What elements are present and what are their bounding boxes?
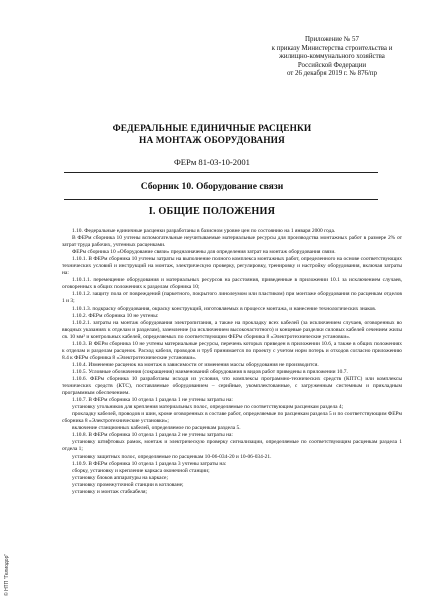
- paragraph: 1.10.2.1. затраты на монтаж оборудования электропитания, а также на прокладку всех кабелей (за исключением случаев, оговоренных во вводных указаниях к отделам и разделам), заземление (за исключением высокочастотного) и концевые разделки силовых кабелей сечением жилы св. 10 мм² и контрольных кабелей, определяемых по соответствующим ФЕРм сборника 8 «Электротехнические установки».: [62, 319, 402, 340]
- section-heading: I. ОБЩИЕ ПОЛОЖЕНИЯ: [148, 206, 276, 217]
- paragraph: установку промежуточной станции в котловане;: [72, 481, 184, 488]
- appendix-number: Приложение № 57: [305, 36, 359, 43]
- paragraph: установку штифтовых рамок, монтаж и электрическую проверку сигнализации, определяемые по соответствующим расценкам раздела 1 отдела 1;: [62, 439, 402, 453]
- paragraph: 1.10.1.1. перемещение оборудования и материальных ресурсов на расстояния, приведенные в приложении 10.1 за исключением случаев, оговоренных в общих положениях к разделам сборника 10;: [62, 277, 402, 291]
- paragraph: 1.10.1.2. защиту пола от повреждений (паркетного, покрытого линолеумом или пластиком) при монтаже оборудования по расценкам отделов 1 и 3;: [62, 291, 402, 305]
- paragraph: установку угольников для крепления материальных полос, определяемые по соответствующим расценкам раздела 4;: [72, 404, 344, 411]
- appendix-header: [248, 36, 416, 79]
- paragraph: ФЕРм сборника 10 «Оборудование связи» предназначены для определения затрат на монтаж оборудования связи.: [72, 249, 336, 256]
- paragraph: 1.10.6. ФЕРм сборника 10 разработаны исходя из условия, что комплексы программно-технических средств (КПТС) или комплексы технических средств (КТС), поставляемые оборудованием – серийные, укомплектованные, с загруженным системным и прикладным программным обеспечением.: [62, 375, 402, 397]
- paragraph: В ФЕРм сборника 10 учтены вспомогательные неучитываемые материальные ресурсы для производства монтажных работ в размере 2% от затрат труда рабочих, учтенных расценками.: [62, 235, 402, 249]
- paragraph: 1.10. Федеральные единичные расценки разработаны в базисном уровне цен по состоянию на 1 января 2000 года.: [72, 228, 336, 234]
- paragraph: 1.10.1.3. подкраску оборудования, окраску конструкций, изготовляемых в процессе монтажа, и нанесение технологических знаков.: [72, 305, 377, 312]
- paragraph: сборку, установку и крепление каркаса оконечной станции;: [72, 467, 210, 474]
- document-code: ФЕРм 81-03-10-2001: [174, 157, 250, 167]
- paragraph: 1.10.3. В ФЕРм сборника 10 не учтены материальные ресурсы, перечень которых приведен в приложении 10.6, а также в общих положениях к отделам и разделам расценок. Расход кабеля, проводов и труб принимается по проекту с учетом норм потерь и отходов согласно приложению 8.4 к ФЕРм сборника 8 «Электротехнические установки».: [62, 340, 402, 361]
- appendix-date-line: от 26 декабря 2019 г. № 876/пр: [286, 70, 378, 78]
- main-title-line-2: НА МОНТАЖ ОБОРУДОВАНИЯ: [139, 136, 285, 146]
- appendix-country-line: Российской Федерации: [297, 61, 367, 69]
- paragraph: прокладку кабелей, проводов и шин, кроме оговоренных в составе работ, определяемые по расценкам раздела 5 и по соответствующим ФЕРм сборника 8 «Электротехнические установки»;: [62, 411, 402, 425]
- paragraph: 1.10.2. ФЕРм сборника 10 не учтены:: [72, 312, 159, 319]
- collection-title: Сборник 10. Оборудование связи: [140, 181, 284, 192]
- paragraph: 1.10.5. Условные обозначения (сокращения) наименований оборудования в видов работ приведены в приложении 10.7.: [72, 368, 348, 375]
- paragraph: 1.10.7. В ФЕРм сборника 10 отдела 1 раздела 1 не учтены затраты на:: [72, 397, 233, 404]
- paragraph: установку блоков аппаратуры на каркасе;: [72, 474, 168, 481]
- appendix-ministry-line: жилищно-коммунального хозяйства: [279, 53, 385, 61]
- paragraph: включение станционных кабелей, определяемое по расценкам раздела 5.: [72, 425, 241, 432]
- main-title-line-1: ФЕДЕРАЛЬНЫЕ ЕДИНИЧНЫЕ РАСЦЕНКИ: [112, 124, 312, 134]
- appendix-order-line: к приказу Министерства строительства и: [271, 44, 393, 52]
- divider-top: [64, 172, 378, 173]
- paragraph: установку защитных полос, определяемые по расценкам 10-06-034-20 и 10-06-034-21.: [72, 453, 272, 460]
- paragraph: 1.10.9. В ФЕРм сборника 10 отдела 1 раздела 3 учтены затраты на:: [72, 460, 227, 467]
- body-text: [62, 228, 402, 496]
- paragraph: 1.10.1. В ФЕРм сборника 10 учтены затраты на выполнение полного комплекса монтажных работ, определенного на основе соответствующих технических условий и инструкций на монтаж, электрическую проверку, регулировку, тренировку и настройку оборудования, включая затраты на:: [62, 256, 402, 277]
- copyright-side-label: © НТП "Гелиодор": [4, 553, 10, 596]
- paragraph: установку и монтаж стабкабеля;: [72, 488, 147, 495]
- paragraph: 1.10.8. В ФЕРм сборника 10 отдела 1 раздела 2 не учтены затраты на:: [72, 432, 233, 439]
- divider-bottom: [64, 199, 378, 200]
- paragraph: 1.10.4. Изменение расценок на монтаж в зависимости от изменения массы оборудования не производится.: [72, 361, 319, 368]
